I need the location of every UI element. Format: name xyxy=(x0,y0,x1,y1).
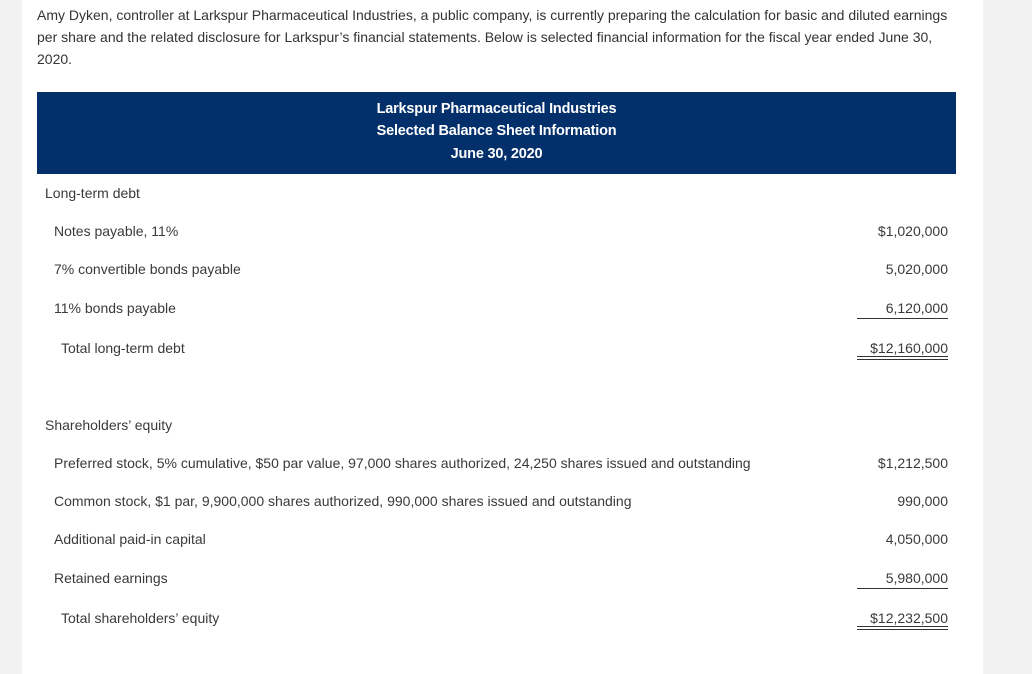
total-double-underline xyxy=(857,356,948,360)
section-heading-shareholders-equity xyxy=(0,414,1032,436)
table-row xyxy=(0,297,1032,319)
subtotal-underline xyxy=(857,318,948,319)
line-item-label: Retained earnings xyxy=(54,570,168,586)
table-row xyxy=(0,452,1032,474)
section-title: Long-term debt xyxy=(45,185,140,201)
line-item-amount: $1,020,000 xyxy=(877,223,948,239)
line-item-amount: 990,000 xyxy=(897,493,948,509)
intro-paragraph: Amy Dyken, controller at Larkspur Pharmaceutical Industries, a public company, is currently preparing the calculation for basic and diluted earnings per share and the related disclosure for Larkspur’s financial statements. Below is selected financial information for the fiscal year ended June 30, 2020. xyxy=(37,7,948,67)
line-item-amount: $1,212,500 xyxy=(877,455,948,471)
statement-header xyxy=(37,92,956,174)
total-label: Total shareholders’ equity xyxy=(61,610,220,626)
line-item-amount: 4,050,000 xyxy=(885,531,948,547)
line-item-label: Preferred stock, 5% cumulative, $50 par value, 97,000 shares authorized, 24,250 shares issued and outstanding xyxy=(54,455,751,471)
table-row xyxy=(0,528,1032,550)
total-amount: $12,232,500 xyxy=(870,610,948,626)
table-row xyxy=(0,567,1032,589)
subtotal-underline xyxy=(857,588,948,589)
total-label: Total long-term debt xyxy=(61,340,185,356)
line-item-label: Notes payable, 11% xyxy=(54,223,179,239)
company-name: Larkspur Pharmaceutical Industries xyxy=(376,101,617,117)
line-item-amount: 5,020,000 xyxy=(885,261,948,277)
table-row xyxy=(0,490,1032,512)
line-item-label: Additional paid-in capital xyxy=(54,531,206,547)
table-row xyxy=(0,220,1032,242)
statement-date: June 30, 2020 xyxy=(450,146,543,162)
line-item-amount: 6,120,000 xyxy=(885,300,948,316)
line-item-label: 7% convertible bonds payable xyxy=(54,261,241,277)
total-double-underline xyxy=(857,626,948,630)
section-title: Shareholders’ equity xyxy=(45,417,173,433)
section-heading-long-term-debt xyxy=(0,182,1032,204)
line-item-label: Common stock, $1 par, 9,900,000 shares authorized, 990,000 shares issued and outstanding xyxy=(54,493,632,509)
line-item-label: 11% bonds payable xyxy=(54,300,176,316)
line-item-amount: 5,980,000 xyxy=(885,570,948,586)
total-amount: $12,160,000 xyxy=(870,340,948,356)
statement-title: Selected Balance Sheet Information xyxy=(376,123,617,139)
table-row xyxy=(0,258,1032,280)
